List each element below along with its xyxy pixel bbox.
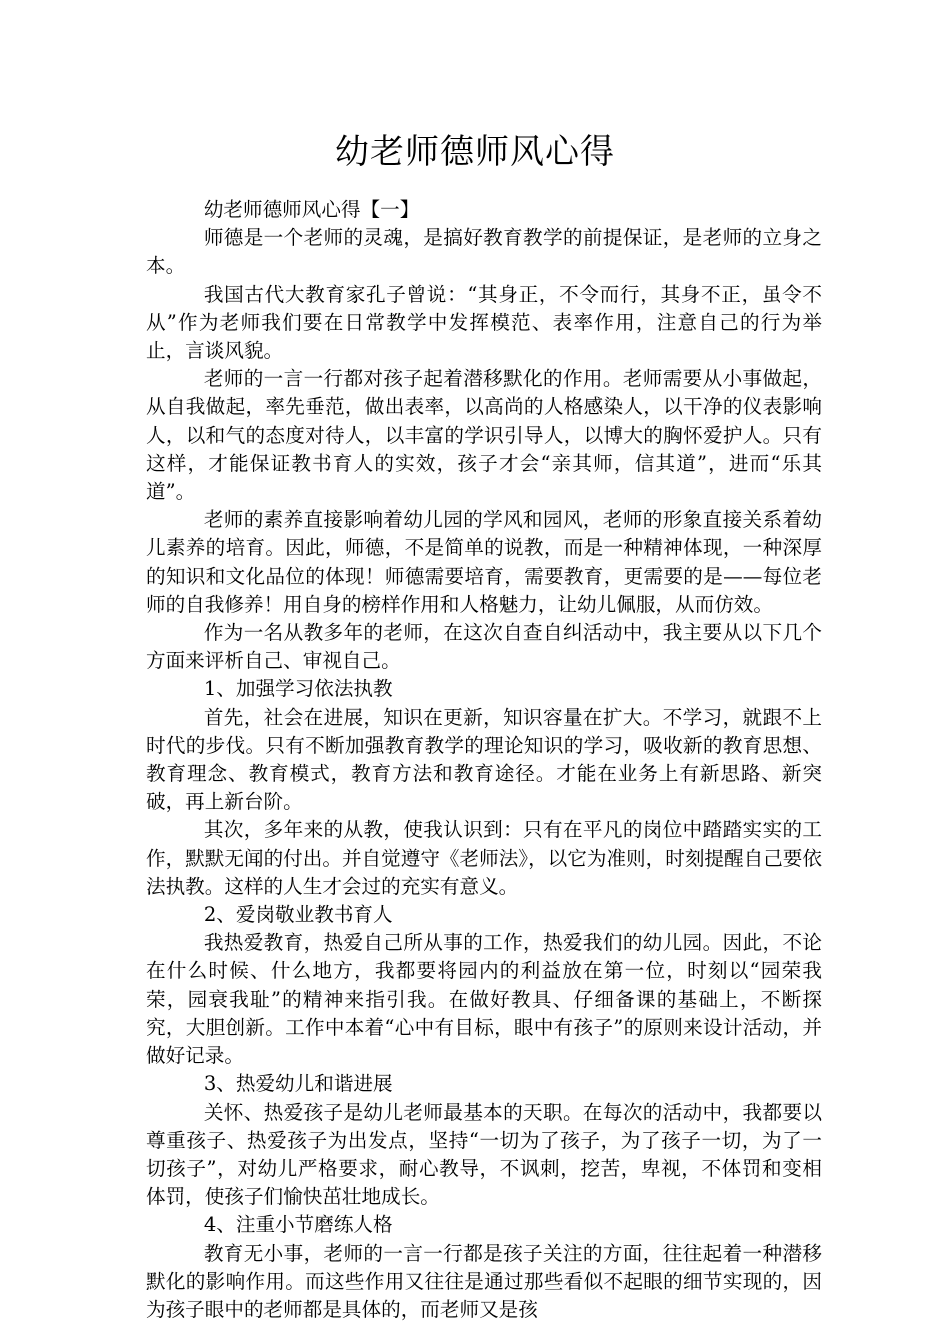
subheading-3: 3、热爱幼儿和谐进展 <box>203 1072 393 1096</box>
paragraph: 关怀、热爱孩子是幼儿老师最基本的天职。在每次的活动中，我都要以尊重孩子、热爱孩子为出发点，坚持“一切为了孩子，为了孩子一切，为了一切孩子”，对幼儿严格要求，耐心教导，不讽刺，挖苦，卑视，不体罚和变相体罚，使孩子们愉快茁壮地成长。 <box>146 1100 822 1209</box>
paragraph: 老师的一言一行都对孩子起着潜移默化的作用。老师需要从小事做起，从自我做起，率先垂范，做出表率，以高尚的人格感染人，以干净的仪表影响人，以和气的态度对待人，以丰富的学识引导人，以博大的胸怀爱护人。只有这样，才能保证教书育人的实效，孩子才会“亲其师，信其道”，进而“乐其道”。 <box>146 367 822 504</box>
paragraph: 其次，多年来的从教，使我认识到：只有在平凡的岗位中踏踏实实的工作，默默无闻的付出。并自觉遵守《老师法》，以它为准则，时刻提醒自己要依法执教。这样的人生才会过的充实有意义。 <box>146 818 822 898</box>
subheading-1: 1、加强学习依法执教 <box>203 677 393 701</box>
subheading-4: 4、注重小节磨练人格 <box>203 1213 393 1237</box>
paragraph: 我国古代大教育家孔子曾说：“其身正，不令而行，其身不正，虽令不从”作为老师我们要在日常教学中发挥模范、表率作用，注意自己的行为举止，言谈风貌。 <box>146 282 822 363</box>
paragraph: 作为一名从教多年的老师，在这次自查自纠活动中，我主要从以下几个方面来评析自己、审视自己。 <box>146 621 822 673</box>
subheading-2: 2、爱岗敬业教书育人 <box>203 903 393 927</box>
paragraph: 老师的素养直接影响着幼儿园的学风和园风，老师的形象直接关系着幼儿素养的培育。因此，师德，不是简单的说教，而是一种精神体现，一种深厚的知识和文化品位的体现！师德需要培育，需要教育，更需要的是——每位老师的自我修养！用自身的榜样作用和人格魅力，让幼儿佩服，从而仿效。 <box>146 508 822 616</box>
paragraph: 我热爱教育，热爱自己所从事的工作，热爱我们的幼儿园。因此，不论在什么时候、什么地方，我都要将园内的利益放在第一位，时刻以“园荣我荣，园衰我耻”的精神来指引我。在做好教具、仔细备课的基础上，不断探究，大胆创新。工作中本着“心中有目标，眼中有孩子”的原则来设计活动，并做好记录。 <box>146 931 822 1068</box>
paragraph: 首先，社会在进展，知识在更新，知识容量在扩大。不学习，就跟不上时代的步伐。只有不断加强教育教学的理论知识的学习，吸收新的教育思想、教育理念、教育模式，教育方法和教育途径。才能在业务上有新思路、新突破，再上新台阶。 <box>146 705 822 814</box>
paragraph: 师德是一个老师的灵魂，是搞好教育教学的前提保证，是老师的立身之本。 <box>146 226 822 278</box>
paragraph-section-heading: 幼老师德师风心得【一】 <box>203 198 420 221</box>
document-body <box>146 196 822 1324</box>
document-title: 幼老师德师风心得 <box>335 132 615 172</box>
paragraph: 教育无小事，老师的一言一行都是孩子关注的方面，往往起着一种潜移默化的影响作用。而这些作用又往往是通过那些看似不起眼的细节实现的，因为孩子眼中的老师都是具体的，而老师又是孩 <box>146 1241 822 1321</box>
